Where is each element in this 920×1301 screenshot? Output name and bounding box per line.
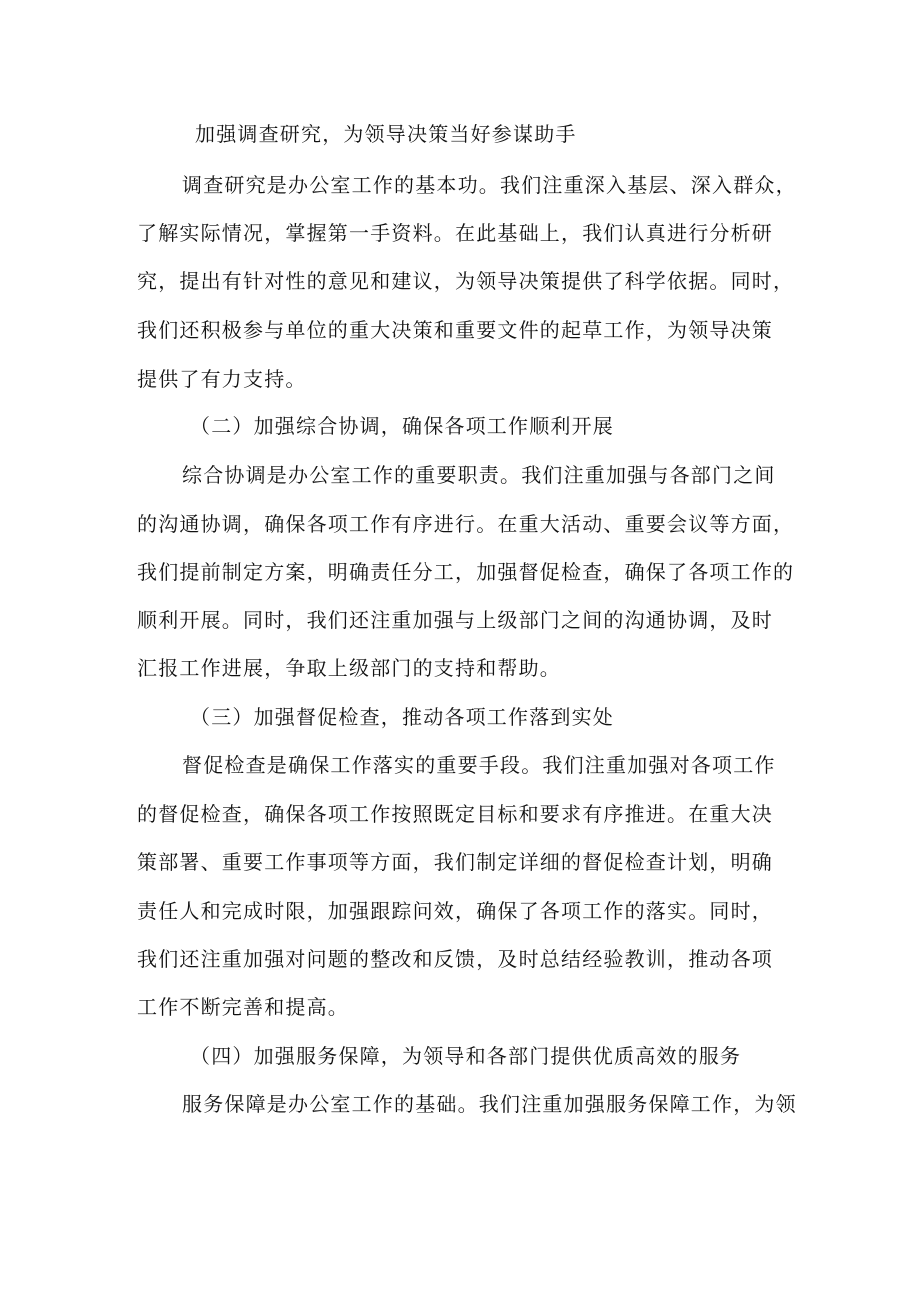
- section-heading-4: （四）加强服务保障，为领导和各部门提供优质高效的服务: [190, 1044, 742, 1068]
- paragraph-line: 调查研究是办公室工作的基本功。我们注重深入基层、深入群众，: [182, 173, 797, 197]
- paragraph-line: 的督促检查，确保各项工作按照既定目标和要求有序推进。在重大决: [137, 802, 773, 826]
- paragraph-line: 究，提出有针对性的意见和建议，为领导决策提供了科学依据。同时，: [137, 269, 795, 293]
- section-heading-3: （三）加强督促检查，推动各项工作落到实处: [190, 705, 614, 729]
- paragraph-line: 我们提前制定方案，明确责任分工，加强督促检查，确保了各项工作的: [137, 560, 795, 584]
- paragraph-line: 综合协调是办公室工作的重要职责。我们注重加强与各部门之间: [182, 463, 776, 487]
- paragraph-line: 我们还积极参与单位的重大决策和重要文件的起草工作，为领导决策: [137, 318, 773, 342]
- paragraph-line: 的沟通协调，确保各项工作有序进行。在重大活动、重要会议等方面，: [137, 512, 795, 536]
- section-heading-1: 加强调查研究，为领导决策当好参谋助手: [195, 122, 577, 146]
- section-heading-2: （二）加强综合协调，确保各项工作顺利开展: [190, 414, 614, 438]
- paragraph-line: 汇报工作进展，争取上级部门的支持和帮助。: [137, 656, 561, 680]
- paragraph-line: 督促检查是确保工作落实的重要手段。我们注重加强对各项工作: [182, 753, 776, 777]
- paragraph-line: 工作不断完善和提高。: [137, 995, 349, 1019]
- paragraph-line: 顺利开展。同时，我们还注重加强与上级部门之间的沟通协调，及时: [137, 608, 773, 632]
- paragraph-line: 责任人和完成时限，加强跟踪问效，确保了各项工作的落实。同时，: [137, 899, 773, 923]
- paragraph-line: 策部署、重要工作事项等方面，我们制定详细的督促检查计划，明确: [137, 850, 773, 874]
- paragraph-line: 提供了有力支持。: [137, 367, 307, 391]
- paragraph-line: 了解实际情况，掌握第一手资料。在此基础上，我们认真进行分析研: [137, 221, 773, 245]
- paragraph-line: 我们还注重加强对问题的整改和反馈，及时总结经验教训，推动各项: [137, 947, 773, 971]
- paragraph-line: 服务保障是办公室工作的基础。我们注重加强服务保障工作，为领: [182, 1092, 797, 1116]
